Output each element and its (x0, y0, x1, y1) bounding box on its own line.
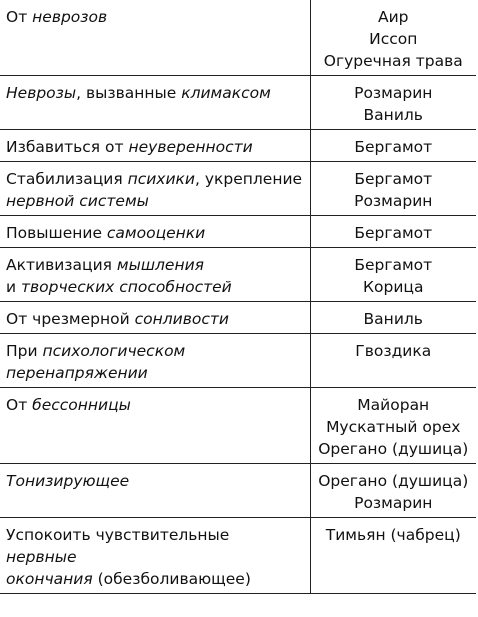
herb-name: Иссоп (369, 30, 418, 48)
herb-cell (310, 130, 476, 162)
purpose-text-italic: климаксом (181, 84, 271, 102)
purpose-text: Повышение (6, 224, 107, 242)
purpose-cell (0, 388, 310, 464)
purpose-text-italic: сонливости (134, 310, 229, 328)
purpose-text: Избавиться от (6, 138, 129, 156)
herb-cell (310, 76, 476, 130)
purpose-text-italic: психики (127, 170, 195, 188)
table-row (0, 334, 476, 388)
purpose-text: От (6, 396, 33, 414)
herb-name: Гвоздика (355, 342, 432, 360)
purpose-text-italic: Неврозы (6, 84, 77, 102)
herb-name: Розмарин (354, 192, 433, 210)
purpose-cell (0, 216, 310, 248)
herb-name: Аир (377, 8, 409, 26)
purpose-text: (обезболивающее) (92, 570, 251, 588)
purpose-cell (0, 162, 310, 216)
purpose-text: Стабилизация (6, 170, 128, 188)
herb-name: Орегано (душица) (318, 440, 469, 458)
purpose-cell (0, 518, 310, 594)
herb-cell (310, 0, 476, 76)
purpose-text-italic: бессонницы (32, 396, 131, 414)
herb-name: Тимьян (чабрец) (325, 526, 461, 544)
table-row (0, 130, 476, 162)
herb-name: Ваниль (363, 310, 423, 328)
purpose-text-italic: мышления (116, 256, 204, 274)
table-row (0, 216, 476, 248)
herb-cell (310, 388, 476, 464)
table-row (0, 302, 476, 334)
herb-name: Бергамот (354, 138, 433, 156)
purpose-text-italic: окончания (6, 570, 93, 588)
table-row (0, 248, 476, 302)
purpose-cell (0, 302, 310, 334)
herb-name: Мускатный орех (326, 418, 461, 436)
table-row (0, 388, 476, 464)
purpose-text-italic: неуверенности (128, 138, 253, 156)
table-row (0, 162, 476, 216)
purpose-cell (0, 464, 310, 518)
table-row (0, 518, 476, 594)
herb-name: Корица (363, 278, 424, 296)
herb-cell (310, 216, 476, 248)
table-row (0, 0, 476, 76)
herb-name: Ваниль (363, 106, 423, 124)
purpose-text: , вызванные (76, 84, 182, 102)
purpose-text-italic: перенапряжении (6, 364, 148, 382)
purpose-text: От чрезмерной (6, 310, 135, 328)
herb-name: Майоран (357, 396, 430, 414)
purpose-text: , укрепление (195, 170, 303, 188)
purpose-text: Активизация (6, 256, 117, 274)
purpose-cell (0, 334, 310, 388)
herb-cell (310, 302, 476, 334)
herb-cell (310, 464, 476, 518)
table-row (0, 76, 476, 130)
herb-name: Розмарин (354, 84, 433, 102)
herb-name: Бергамот (354, 170, 433, 188)
table-row (0, 464, 476, 518)
purpose-text-italic: нервные (6, 548, 77, 566)
herb-name: Бергамот (354, 256, 433, 274)
purpose-cell (0, 248, 310, 302)
herb-name: Розмарин (354, 494, 433, 512)
herb-name: Орегано (душица) (318, 472, 469, 490)
purpose-text: При (6, 342, 43, 360)
purpose-cell (0, 76, 310, 130)
purpose-text-italic: психологическом (42, 342, 186, 360)
purpose-text-italic: неврозов (32, 8, 108, 26)
purpose-text: Успокоить чувствительные (6, 526, 230, 544)
herb-name: Огуречная трава (323, 52, 463, 70)
purpose-text-italic: самооценки (106, 224, 206, 242)
purpose-text-italic: Тонизирующее (6, 472, 130, 490)
herb-cell (310, 334, 476, 388)
herb-name: Бергамот (354, 224, 433, 242)
purpose-text: От (6, 8, 33, 26)
purpose-text-italic: творческих способностей (21, 278, 232, 296)
purpose-text-italic: нервной системы (6, 192, 149, 210)
purpose-cell (0, 130, 310, 162)
herb-cell (310, 162, 476, 216)
herb-cell (310, 248, 476, 302)
purpose-cell (0, 0, 310, 76)
herb-cell (310, 518, 476, 594)
purpose-text: и (6, 278, 22, 296)
